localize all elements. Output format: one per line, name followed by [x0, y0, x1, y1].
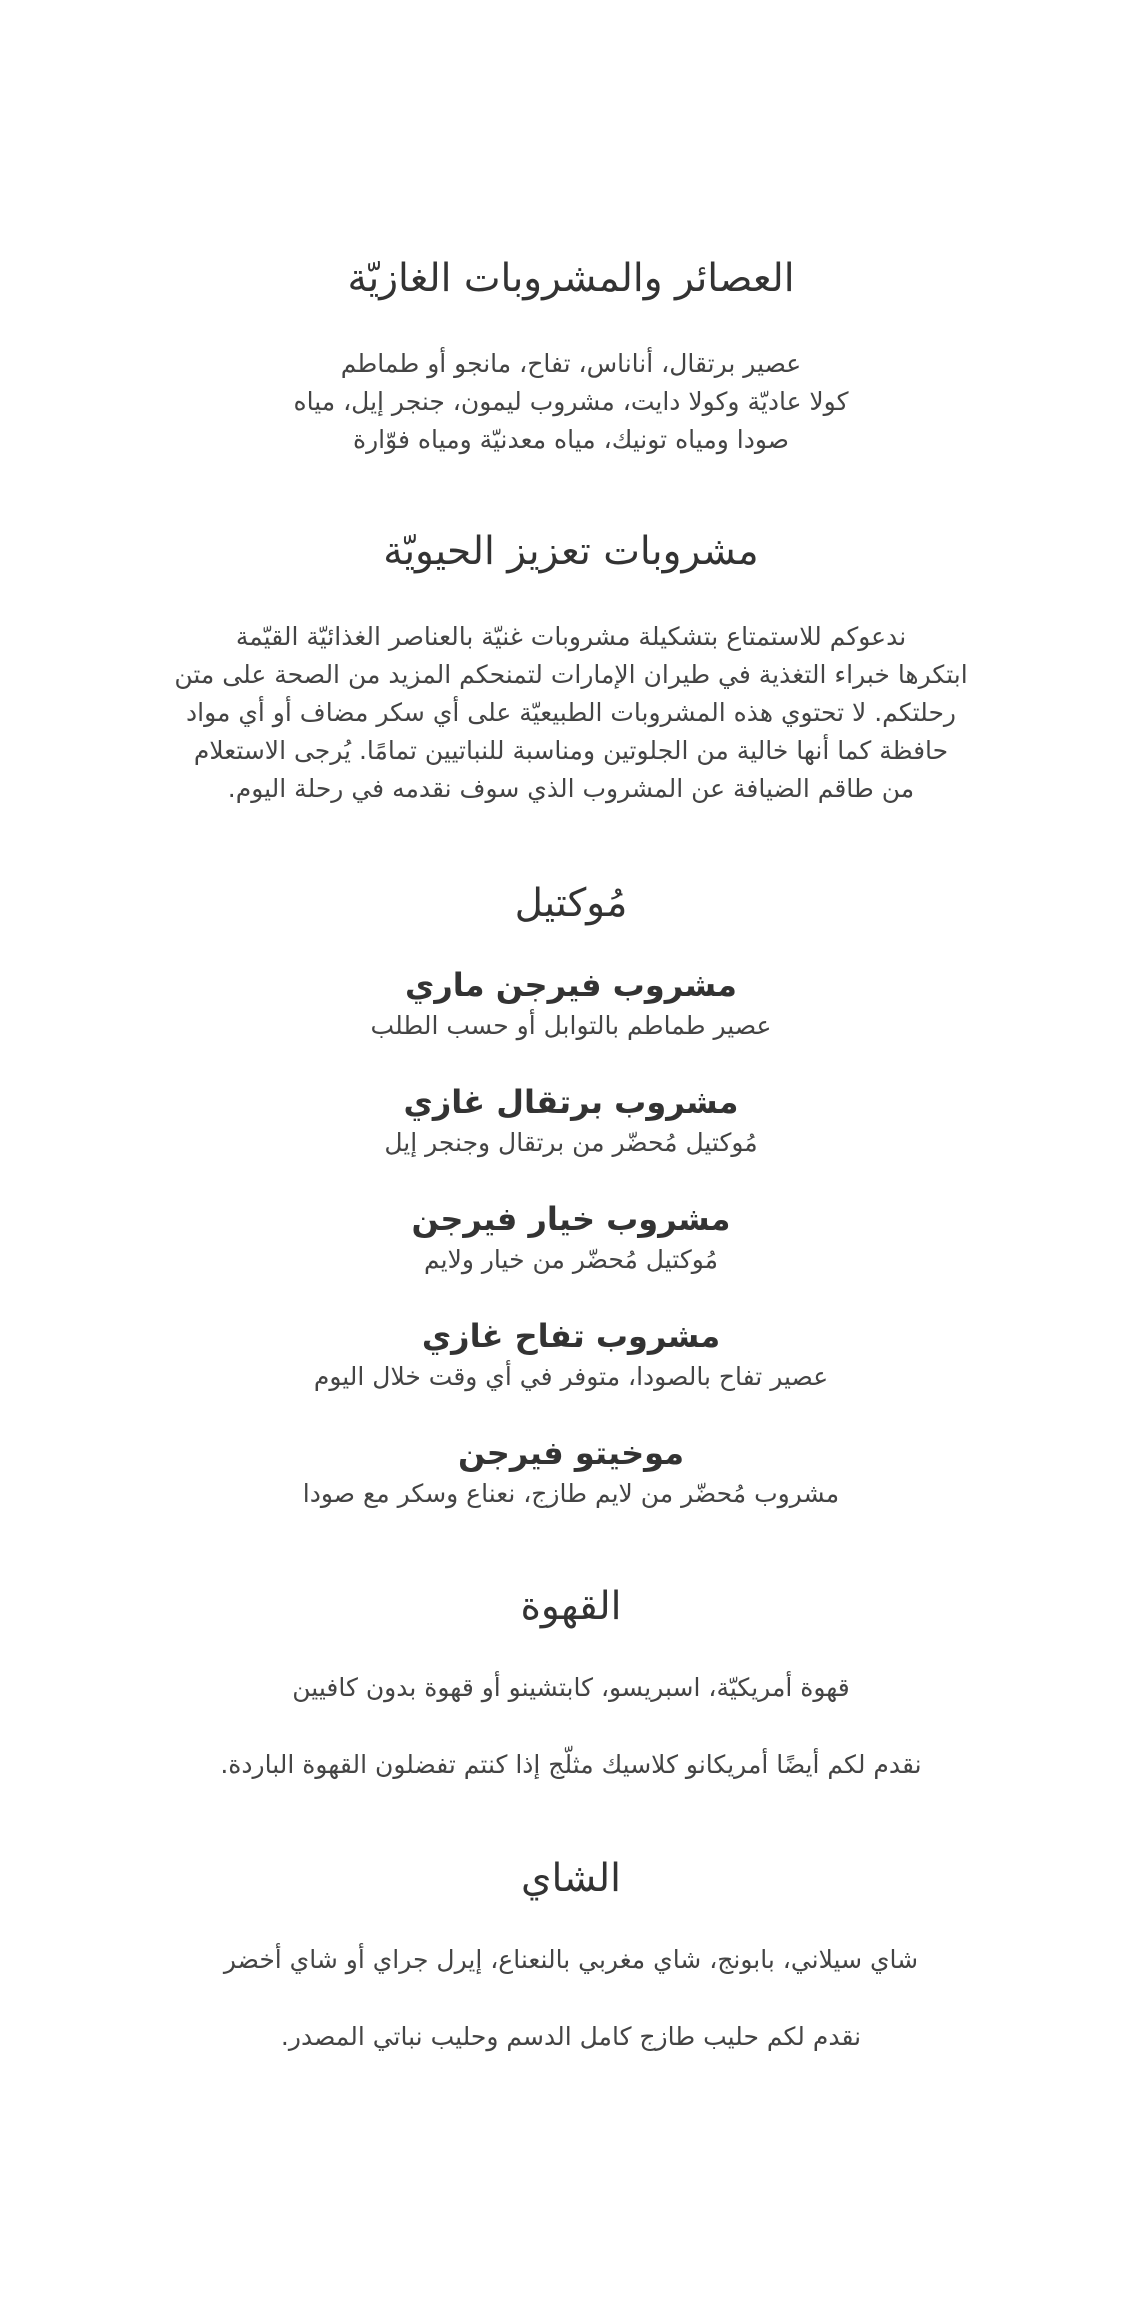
- mocktails-title: مُوكتيل: [514, 881, 628, 926]
- mocktail-desc: عصير طماطم بالتوابل أو حسب الطلب: [370, 1011, 772, 1040]
- juices-line: عصير برتقال، أناناس، تفاح، مانجو أو طماطم: [340, 349, 802, 378]
- coffee-title: القهوة: [520, 1584, 622, 1629]
- mocktail-name: مشروب تفاح غازي: [421, 1317, 721, 1355]
- juices-list: [0, 345, 1142, 459]
- vitality-line: رحلتكم. لا تحتوي هذه المشروبات الطبيعيّة على أي سكر مضاف أو أي مواد: [186, 698, 956, 727]
- vitality-title: مشروبات تعزيز الحيويّة: [383, 529, 759, 574]
- coffee-options: قهوة أمريكيّة، اسبريسو، كابتشينو أو قهوة بدون كافيين: [292, 1673, 850, 1702]
- mocktail-name: مشروب برتقال غازي: [403, 1083, 739, 1121]
- mocktail-desc: مشروب مُحضّر من لايم طازج، نعناع وسكر مع صودا: [302, 1479, 840, 1508]
- vitality-line: ندعوكم للاستمتاع بتشكيلة مشروبات غنيّة بالعناصر الغذائيّة القيّمة: [235, 622, 907, 651]
- vitality-paragraph: [0, 618, 1142, 808]
- mocktail-desc: عصير تفاح بالصودا، متوفر في أي وقت خلال اليوم: [313, 1362, 829, 1391]
- coffee-note: نقدم لكم أيضًا أمريكانو كلاسيك مثلّج إذا كنتم تفضلون القهوة الباردة.: [220, 1750, 922, 1779]
- mocktail-name: موخيتو فيرجن: [457, 1434, 685, 1472]
- vitality-line: من طاقم الضيافة عن المشروب الذي سوف نقدمه في رحلة اليوم.: [227, 774, 915, 803]
- tea-options: شاي سيلاني، بابونج، شاي مغربي بالنعناع، إيرل جراي أو شاي أخضر: [223, 1945, 919, 1974]
- tea-title: الشاي: [521, 1856, 621, 1901]
- vitality-line: ابتكرها خبراء التغذية في طيران الإمارات لتمنحكم المزيد من الصحة على متن: [174, 660, 968, 689]
- juices-line: صودا ومياه تونيك، مياه معدنيّة ومياه فوّارة: [353, 425, 789, 454]
- mocktail-name: مشروب خيار فيرجن: [411, 1200, 731, 1238]
- mocktail-desc: مُوكتيل مُحضّر من خيار ولايم: [423, 1245, 719, 1274]
- mocktail-name: مشروب فيرجن ماري: [405, 966, 737, 1004]
- juices-line: كولا عاديّة وكولا دايت، مشروب ليمون، جنجر إيل، مياه: [293, 387, 849, 416]
- juices-title: العصائر والمشروبات الغازيّة: [347, 256, 795, 301]
- tea-note: نقدم لكم حليب طازج كامل الدسم وحليب نباتي المصدر.: [280, 2022, 862, 2051]
- vitality-line: حافظة كما أنها خالية من الجلوتين ومناسبة للنباتيين تمامًا. يُرجى الاستعلام: [193, 736, 949, 765]
- mocktail-desc: مُوكتيل مُحضّر من برتقال وجنجر إيل: [384, 1128, 758, 1157]
